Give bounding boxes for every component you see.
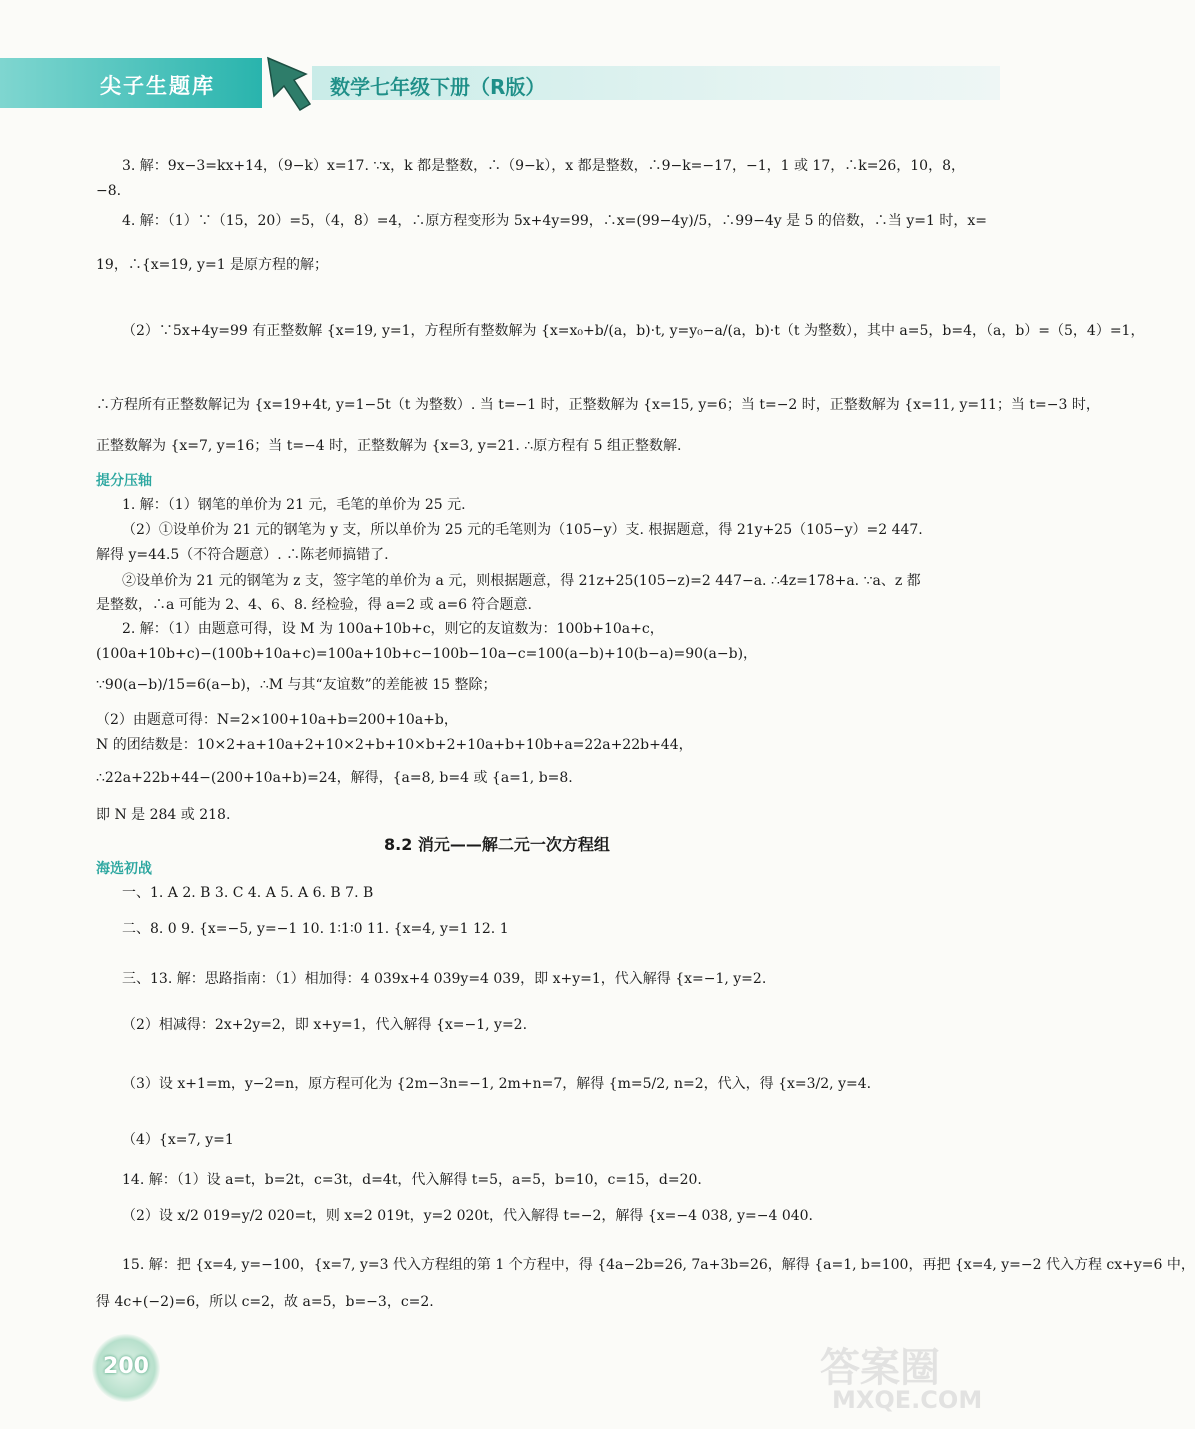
brand-name: 尖子生题库 (100, 74, 215, 98)
section-label-tifen: 提分压轴 (96, 473, 152, 489)
text-line: 2. 解：（1）由题意可得，设 M 为 100a+10b+c，则它的友谊数为：100b+10a+c， (122, 621, 664, 637)
watermark-bottom: MXQE.COM (832, 1386, 983, 1414)
brand-banner (0, 58, 262, 108)
page-number-badge (92, 1334, 160, 1402)
text-line: ②设单价为 21 元的钢笔为 z 支，签字笔的单价为 a 元，则根据题意，得 21z+25(105−z)=2 447−a. ∴4z=178+a. ∵a、z 都 (122, 573, 921, 589)
text-line: 3. 解：9x−3=kx+14，（9−k）x=17. ∵x，k 都是整数，∴（9−k），x 都是整数，∴9−k=−17，−1，1 或 17，∴k=26，10，8， (122, 158, 965, 174)
section-title: 8.2 消元——解二元一次方程组 (384, 835, 610, 854)
subject-title: 数学七年级下册（R版） (330, 75, 546, 99)
text-line: （2）∵5x+4y=99 有正整数解 {x=19, y=1，方程所有整数解为 {x=x₀+b/(a，b)·t, y=y₀−a/(a，b)·t（t 为整数），其中 a=5，b=4，（a，b）=（5，4）=1， (122, 323, 1145, 339)
text-line: (100a+10b+c)−(100b+10a+c)=100a+10b+c−100b−10a−c=100(a−b)+10(b−a)=90(a−b)， (96, 646, 758, 662)
arrow-icon (262, 54, 312, 112)
subject-banner (312, 66, 1000, 100)
text-line: 二、8. 0 9. {x=−5, y=−1 10. 1∶1∶0 11. {x=4, y=1 12. 1 (122, 921, 509, 937)
watermark (820, 1336, 983, 1416)
text-line: （4）{x=7, y=1 (122, 1132, 234, 1148)
text-line: （2）①设单价为 21 元的钢笔为 y 支，所以单价为 25 元的毛笔则为（105−y）支. 根据题意，得 21y+25（105−y）=2 447. (122, 522, 923, 538)
text-line: 即 N 是 284 或 218. (96, 807, 231, 823)
text-line: 得 4c+(−2)=6，所以 c=2，故 a=5，b=−3，c=2. (96, 1294, 434, 1310)
text-line: −8. (96, 183, 122, 199)
text-line: 1. 解：（1）钢笔的单价为 21 元，毛笔的单价为 25 元. (122, 497, 466, 513)
text-line: 19，∴{x=19, y=1 是原方程的解； (96, 257, 329, 273)
text-line: 三、13. 解：思路指南：（1）相加得：4 039x+4 039y=4 039，即 x+y=1，代入解得 {x=−1, y=2. (122, 971, 767, 987)
text-line: 解得 y=44.5（不符合题意）. ∴陈老师搞错了. (96, 547, 389, 563)
text-line: ∵90(a−b)/15=6(a−b)，∴M 与其“友谊数”的差能被 15 整除； (96, 677, 497, 693)
text-line: 14. 解：（1）设 a=t，b=2t，c=3t，d=4t，代入解得 t=5，a=5，b=10，c=15，d=20. (122, 1172, 702, 1188)
page-header (0, 58, 1000, 108)
text-line: ∴方程所有正整数解记为 {x=19+4t, y=1−5t（t 为整数）. 当 t=−1 时，正整数解为 {x=15, y=6；当 t=−2 时，正整数解为 {x=11, y=11；当 t=−3 时， (96, 397, 1100, 413)
text-line: 正整数解为 {x=7, y=16；当 t=−4 时，正整数解为 {x=3, y=21. ∴原方程有 5 组正整数解. (96, 438, 682, 454)
watermark-top: 答案圈 (820, 1345, 940, 1391)
text-line: （3）设 x+1=m，y−2=n，原方程可化为 {2m−3n=−1, 2m+n=7，解得 {m=5/2, n=2，代入，得 {x=3/2, y=4. (122, 1076, 872, 1092)
text-line: 一、1. A 2. B 3. C 4. A 5. A 6. B 7. B (122, 885, 374, 901)
text-line: （2）由题意可得：N=2×100+10a+b=200+10a+b， (96, 712, 458, 728)
text-line: （2）相减得：2x+2y=2，即 x+y=1，代入解得 {x=−1, y=2. (122, 1017, 528, 1033)
text-line: （2）设 x/2 019=y/2 020=t，则 x=2 019t，y=2 020t，代入解得 t=−2，解得 {x=−4 038, y=−4 040. (122, 1208, 814, 1224)
text-line: 是整数，∴a 可能为 2、4、6、8. 经检验，得 a=2 或 a=6 符合题意. (96, 597, 532, 613)
section-label-haixuan: 海选初战 (96, 861, 152, 877)
text-line: 4. 解：（1）∵（15，20）=5，（4，8）=4，∴原方程变形为 5x+4y=99，∴x=(99−4y)/5，∴99−4y 是 5 的倍数，∴当 y=1 时，x= (122, 213, 988, 229)
page-number: 200 (103, 1354, 149, 1379)
text-line: ∴22a+22b+44−(200+10a+b)=24，解得，{a=8, b=4 或 {a=1, b=8. (96, 770, 573, 786)
text-line: 15. 解：把 {x=4, y=−100，{x=7, y=3 代入方程组的第 1 个方程中，得 {4a−2b=26, 7a+3b=26，解得 {a=1, b=100，再把 {x=4, y=−2 代入方程 cx+y=6 中， (122, 1257, 1195, 1273)
text-line: N 的团结数是：10×2+a+10a+2+10×2+b+10×b+2+10a+b+10b+a=22a+22b+44， (96, 737, 693, 753)
